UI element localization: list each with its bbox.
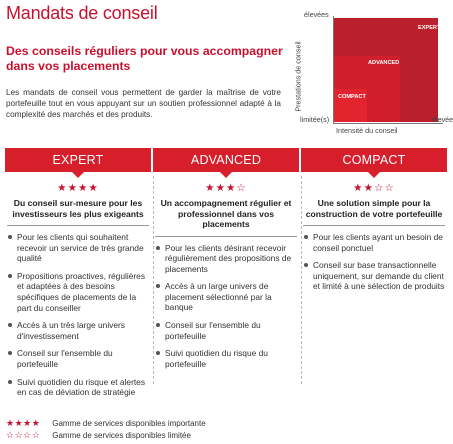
column-expert bbox=[5, 148, 151, 405]
header-arrow-icon bbox=[220, 172, 232, 178]
list-item: Accès à un large univers de placement sélectionné par la banque bbox=[153, 281, 299, 313]
x-axis-high-label: élevée bbox=[432, 115, 453, 124]
list-item: Pour les clients qui souhaitent recevoir un service de très grande qualité bbox=[5, 232, 151, 264]
legend-text: Gamme de services disponibles limitée bbox=[52, 431, 191, 440]
legend-row bbox=[6, 429, 206, 441]
header-arrow-icon bbox=[368, 172, 380, 178]
legend-text: Gamme de services disponibles importante bbox=[52, 419, 206, 428]
rating-stars: ★★☆☆ bbox=[353, 182, 395, 194]
x-axis-label: Intensité du conseil bbox=[336, 126, 398, 135]
advanced-square-label: ADVANCED bbox=[368, 60, 400, 66]
list-item: Suivi quotidien du risque et alertes en cas de déviation de stratégie bbox=[5, 377, 151, 398]
rating-legend bbox=[6, 417, 206, 441]
compact-square-label: COMPACT bbox=[338, 94, 366, 100]
list-item: Propositions proactives, régulières et adaptées à des besoins spécifiques de placements de la part du conseiller bbox=[5, 271, 151, 313]
service-level-diagram bbox=[290, 10, 453, 140]
feature-list bbox=[153, 243, 299, 370]
y-axis-high-label: élevées bbox=[304, 10, 329, 19]
expert-square-label: EXPERT bbox=[418, 25, 441, 31]
list-item: Conseil sur base transactionnelle uniquement, sur demande du client et limité à une sélection de produits bbox=[301, 260, 447, 292]
x-axis-line bbox=[333, 123, 443, 124]
legend-row bbox=[6, 417, 206, 429]
list-item: Pour les clients désirant recevoir régulièrement des propositions de placements bbox=[153, 243, 299, 275]
intro-paragraph: Les mandats de conseil vous permettent de garder la maîtrise de votre portefeuille tout en vous appuyant sur un soutien professionnel adapté à la complexité des marchés et des produits. bbox=[6, 88, 281, 119]
rating-stars: ★★★★ bbox=[57, 182, 99, 194]
list-item: Accès à un très large univers d'investissement bbox=[5, 320, 151, 341]
feature-list bbox=[5, 232, 151, 398]
column-compact bbox=[301, 148, 447, 299]
rating-stars: ★★★☆ bbox=[205, 182, 247, 194]
list-item: Pour les clients ayant un besoin de conseil ponctuel bbox=[301, 232, 447, 253]
legend-stars-icon: ☆☆☆☆ bbox=[6, 430, 41, 440]
axis-low-label: limitée(s) bbox=[300, 115, 330, 124]
list-item: Conseil sur l'ensemble du portefeuille bbox=[153, 320, 299, 341]
column-tagline: Du conseil sur-mesure pour les investisseurs les plus exigeants bbox=[7, 198, 149, 226]
column-header: COMPACT bbox=[301, 148, 447, 172]
page-title: Mandats de conseil bbox=[6, 3, 158, 23]
column-header: ADVANCED bbox=[153, 148, 299, 172]
legend-stars-icon: ★★★★ bbox=[6, 418, 41, 428]
subtitle: Des conseils réguliers pour vous accompagner dans vos placements bbox=[6, 44, 283, 73]
y-axis-label: Prestations de conseil bbox=[293, 41, 303, 112]
column-header: EXPERT bbox=[5, 148, 151, 172]
list-item: Suivi quotidien du risque du portefeuille bbox=[153, 348, 299, 369]
column-tagline: Un accompagnement régulier et professionnel dans vos placements bbox=[155, 198, 297, 237]
feature-list bbox=[301, 232, 447, 292]
column-advanced bbox=[153, 148, 299, 376]
y-axis-label-wrap bbox=[290, 28, 306, 128]
list-item: Conseil sur l'ensemble du portefeuille bbox=[5, 348, 151, 369]
column-tagline: Une solution simple pour la construction de votre portefeuille bbox=[303, 198, 445, 226]
header-arrow-icon bbox=[72, 172, 84, 178]
